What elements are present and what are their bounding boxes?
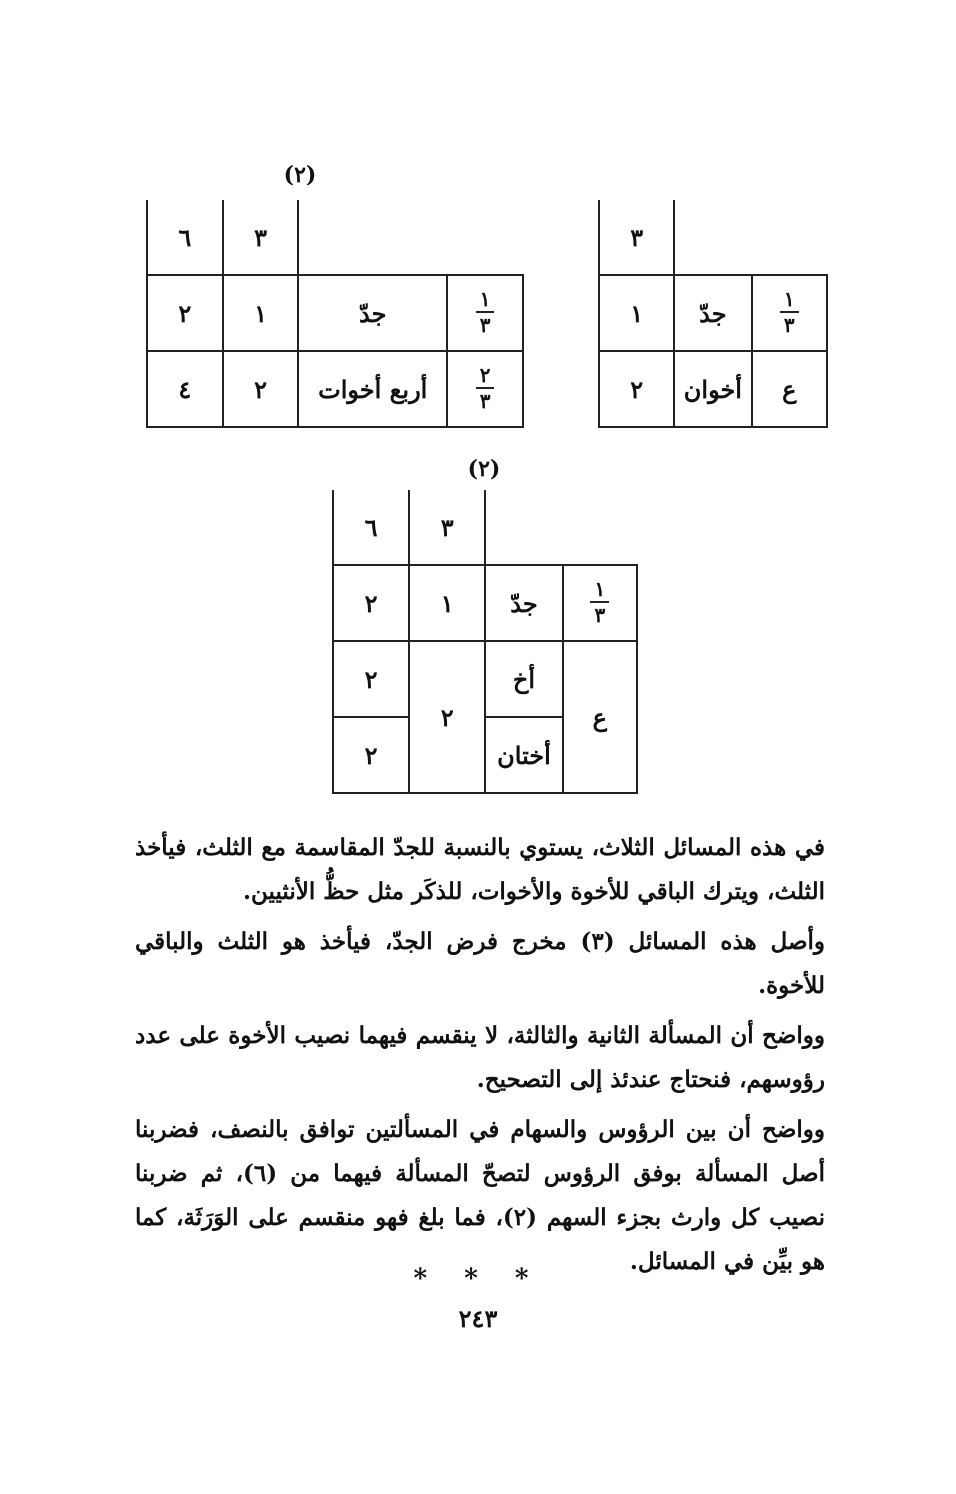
heir-cell: أربع أخوات	[298, 351, 447, 427]
value-cell: ٢	[333, 565, 409, 641]
value-cell: ١	[223, 275, 299, 351]
fraction: $\frac{١}{٣}$	[590, 579, 609, 625]
value-cell: ٢	[333, 641, 409, 717]
share-cell: ع	[752, 351, 828, 427]
heir-cell: جدّ	[298, 275, 447, 351]
table-left-header-col2: ٣	[223, 200, 299, 275]
table-center-caption: (٢)	[467, 456, 501, 482]
table-center-header-col3: ٦	[333, 490, 409, 565]
separator: * * *	[413, 1264, 543, 1294]
table-right	[598, 200, 828, 428]
paragraph: وأصل هذه المسائل (٣) مخرج فرض الجدّ، فيأخذ هو الثلث والباقي للأخوة.	[135, 928, 825, 999]
page-number: ٢٤٣	[458, 1304, 498, 1333]
table-center-header-col2: ٣	[409, 490, 485, 565]
paragraph: وواضح أن المسألة الثانية والثالثة، لا ينقسم فيهما نصيب الأخوة على عدد رؤوسهم، فنحتاج عندئذ إلى التصحيح.	[135, 1022, 825, 1093]
heir-cell: أخوان	[674, 351, 751, 427]
value-cell: ٢	[409, 641, 485, 793]
table-left-caption: (٢)	[283, 162, 317, 188]
table-right-header-col2: ٣	[599, 200, 674, 275]
value-cell: ٢	[147, 275, 223, 351]
heir-cell: أختان	[485, 717, 562, 793]
value-cell: ١	[599, 275, 674, 351]
value-cell: ٢	[599, 351, 674, 427]
value-cell: ١	[409, 565, 485, 641]
share-cell	[752, 275, 828, 351]
paragraph: وواضح أن بين الرؤوس والسهام في المسألتين توافق بالنصف، فضربنا أصل المسألة بوفق الرؤوس لتصحّ المسألة فيهما من (٦)، ثم ضربنا نصيب كل وارث بجزء السهم (٢)، فما بلغ فهو منقسم على الوَرَثَة، كما هو بيِّن في المسائل.	[135, 1116, 825, 1275]
table-left	[146, 200, 524, 428]
table-center	[332, 490, 638, 794]
heir-cell: جدّ	[674, 275, 751, 351]
share-cell	[447, 275, 523, 351]
table-left-header-col3: ٦	[147, 200, 223, 275]
heir-cell: أخ	[485, 641, 562, 717]
fraction: $\frac{١}{٣}$	[476, 289, 495, 335]
body-text	[135, 826, 825, 1290]
fraction: $\frac{١}{٣}$	[780, 289, 799, 335]
value-cell: ٢	[223, 351, 299, 427]
fraction: $\frac{٢}{٣}$	[476, 365, 495, 411]
value-cell: ٤	[147, 351, 223, 427]
paragraph: في هذه المسائل الثلاث، يستوي بالنسبة للجدّ المقاسمة مع الثلث، فيأخذ الثلث، ويترك الباقي للأخوة والأخوات، للذكَر مثل حظُّ الأنثيين.	[135, 834, 825, 905]
heir-cell: جدّ	[485, 565, 562, 641]
share-cell	[563, 565, 637, 641]
value-cell: ٢	[333, 717, 409, 793]
share-cell: ع	[563, 641, 637, 793]
share-cell	[447, 351, 523, 427]
